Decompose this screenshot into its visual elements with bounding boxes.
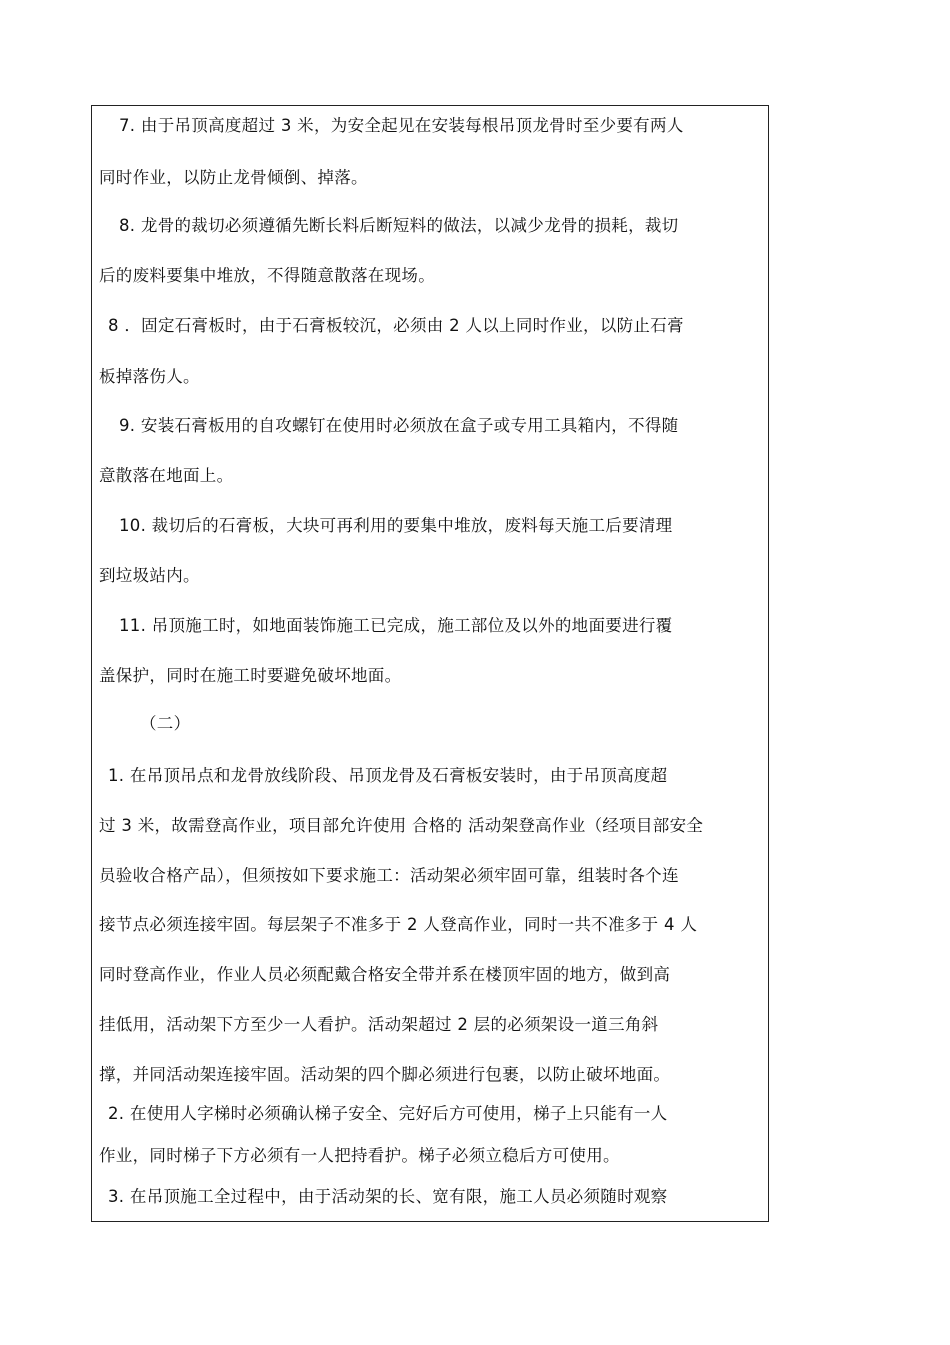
text-line-22: 作业，同时梯子下方必须有一人把持看护。梯子必须立稳后方可使用。 [99,1146,620,1165]
text-line-4: 后的废料要集中堆放，不得随意散落在现场。 [99,266,435,285]
text-line-14: 1. 在吊顶吊点和龙骨放线阶段、吊顶龙骨及石膏板安装时，由于吊顶高度超 [108,766,668,785]
text-line-10: 到垃圾站内。 [99,566,200,585]
text-line-12: 盖保护，同时在施工时要避免破坏地面。 [99,666,402,685]
text-line-2: 同时作业，以防止龙骨倾倒、掉落。 [99,168,368,187]
text-line-18: 同时登高作业，作业人员必须配戴合格安全带并系在楼顶牢固的地方，做到高 [99,965,671,984]
text-line-6: 板掉落伤人。 [99,367,200,386]
text-line-5: 8 ．固定石膏板时，由于石膏板较沉，必须由 2 人以上同时作业，以防止石膏 [108,316,684,335]
text-line-9: 10. 裁切后的石膏板，大块可再利用的要集中堆放，废料每天施工后要清理 [119,516,673,535]
text-line-8: 意散落在地面上。 [99,466,234,485]
text-line-15: 过 3 米，故需登高作业，项目部允许使用 合格的 活动架登高作业（经项目部安全 [99,816,704,835]
text-line-23: 3. 在吊顶施工全过程中，由于活动架的长、宽有限，施工人员必须随时观察 [108,1187,668,1206]
text-line-17: 接节点必须连接牢固。每层架子不准多于 2 人登高作业，同时一共不准多于 4 人 [99,915,698,934]
section-heading: （二） [140,714,191,733]
text-line-20: 撑，并同活动架连接牢固。活动架的四个脚必须进行包裹，以防止破坏地面。 [99,1065,671,1084]
text-line-3: 8. 龙骨的裁切必须遵循先断长料后断短料的做法，以减少龙骨的损耗，裁切 [119,216,679,235]
text-line-16: 员验收合格产品），但须按如下要求施工：活动架必须牢固可靠，组装时各个连 [99,866,679,885]
text-line-11: 11. 吊顶施工时，如地面装饰施工已完成，施工部位及以外的地面要进行覆 [119,616,673,635]
text-line-7: 9. 安装石膏板用的自攻螺钉在使用时必须放在盒子或专用工具箱内，不得随 [119,416,679,435]
text-line-19: 挂低用，活动架下方至少一人看护。活动架超过 2 层的必须架设一道三角斜 [99,1015,659,1034]
text-line-21: 2. 在使用人字梯时必须确认梯子安全、完好后方可使用，梯子上只能有一人 [108,1104,668,1123]
text-line-1: 7. 由于吊顶高度超过 3 米，为安全起见在安装每根吊顶龙骨时至少要有两人 [119,116,684,135]
